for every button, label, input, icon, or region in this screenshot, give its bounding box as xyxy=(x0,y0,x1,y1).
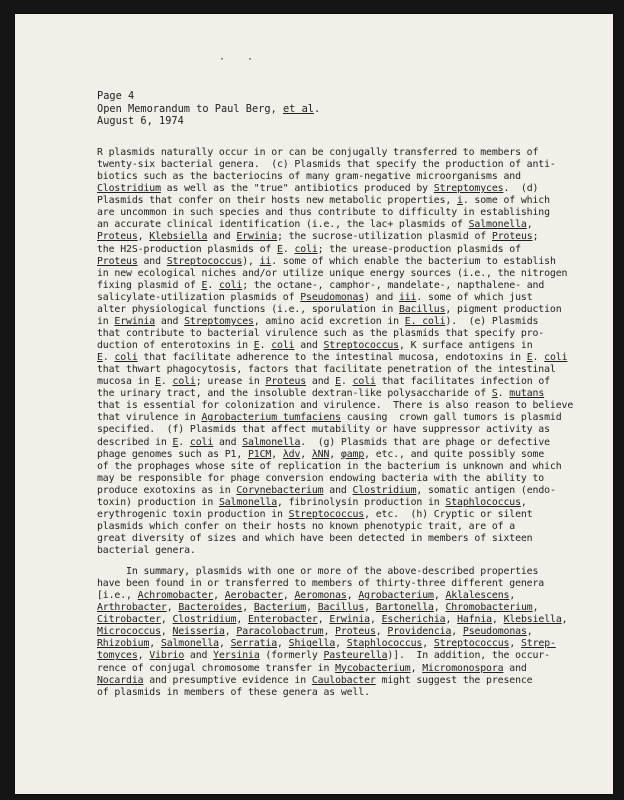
text-run: have been found in or transferred to members of thirty-three different genera xyxy=(97,578,545,590)
underlined-term: Salmonella xyxy=(218,496,278,508)
text-run: that is essential for colonization and virulence. There is also reason to believe xyxy=(97,400,574,412)
underlined-term: Aerobacter xyxy=(224,590,283,602)
underlined-term: ii xyxy=(259,255,272,267)
underlined-term: Nocardia xyxy=(97,674,144,686)
text-line xyxy=(97,183,573,195)
text-run: bacterial genera. xyxy=(97,545,196,557)
underlined-term: tomyces xyxy=(97,650,138,662)
underlined-term: Staphlococcus xyxy=(445,496,521,508)
text-line xyxy=(97,195,573,207)
text-run: of the prophages whose site of replication in the bacterium is unknown and which xyxy=(97,460,562,472)
text-line xyxy=(97,473,573,485)
text-run: , xyxy=(224,626,237,638)
text-line xyxy=(97,626,567,638)
text-line xyxy=(97,256,573,268)
text-run: and xyxy=(184,650,214,662)
text-run: , xyxy=(433,602,446,614)
text-run: , xyxy=(160,614,173,626)
underlined-term: Streptomyces xyxy=(184,315,254,327)
text-run: , xyxy=(433,590,446,602)
text-run: , xyxy=(451,626,463,638)
text-run: . some of which enable the bacterium to establish xyxy=(271,255,556,267)
memo-title xyxy=(97,103,320,116)
text-run: , xyxy=(561,614,568,626)
underlined-term: Proteus xyxy=(97,255,138,267)
text-run: . xyxy=(160,376,173,388)
text-run: duction of enterotoxins in xyxy=(97,340,254,351)
underlined-term: Paracolobactrum xyxy=(236,626,324,638)
underlined-term: Salmonella xyxy=(468,219,527,231)
text-run: as well as the "true" antibiotics produced by xyxy=(160,183,434,195)
underlined-term: Bacillus xyxy=(317,602,365,614)
text-run: , xyxy=(137,231,150,243)
text-run: that facilitate adherence to the intestinal mucosa, endotoxins in xyxy=(137,352,527,364)
text-run: , xyxy=(236,614,248,626)
text-line xyxy=(97,687,567,699)
text-run: of plasmids in members of these genera as well. xyxy=(97,686,370,698)
underlined-term: Erwinia xyxy=(329,614,370,626)
underlined-term: Streptococcus xyxy=(288,508,365,520)
text-run: ; urease in xyxy=(195,376,266,388)
underlined-term: Agrobacterium tumfaciens xyxy=(201,412,341,424)
underlined-term: iii xyxy=(398,291,417,303)
text-run: , xyxy=(329,448,341,460)
text-run: described in xyxy=(97,436,173,448)
text-run: , xyxy=(526,626,533,638)
underlined-term: Strep- xyxy=(520,638,556,650)
underlined-term: Aeromonas xyxy=(294,590,347,602)
text-run: and presumptive evidence in xyxy=(143,674,312,686)
underlined-term: coli xyxy=(271,340,295,351)
text-run: , xyxy=(445,614,458,626)
text-run: . (d) xyxy=(503,183,539,195)
underlined-term: Salmonella xyxy=(242,436,301,448)
text-run: , xyxy=(410,662,423,674)
text-run: In summary, plasmids with one or more of the above-described properties xyxy=(97,566,539,577)
underlined-term: Klebsiella xyxy=(149,231,208,243)
text-line xyxy=(97,663,567,675)
underlined-term: E xyxy=(526,352,533,364)
text-line xyxy=(97,545,573,557)
underlined-term: Enterobacter xyxy=(248,614,318,626)
text-run: ; the octane-, camphor-, mandelate-, napthalene- and xyxy=(242,279,545,291)
text-run: toxin) production in xyxy=(97,496,219,508)
text-run: , xyxy=(271,448,283,460)
underlined-term: S xyxy=(491,388,498,400)
underlined-term: coli xyxy=(294,243,318,255)
text-line xyxy=(97,614,567,626)
text-line xyxy=(97,590,567,602)
underlined-term: Pseudomonas xyxy=(300,291,365,303)
underlined-term: coli xyxy=(114,352,138,364)
text-run: , xyxy=(364,602,376,614)
text-run: that thwart phagocytosis, factors that facilitate penetration of the intestinal xyxy=(97,364,556,376)
underlined-term: Erwinia xyxy=(114,315,156,327)
paragraph-summary xyxy=(97,566,567,699)
text-run: and xyxy=(503,662,527,674)
text-line xyxy=(97,244,573,256)
underlined-term: i xyxy=(457,195,463,207)
text-run: ). (e) Plasmids xyxy=(445,315,539,327)
text-run: , xyxy=(346,590,359,602)
underlined-term: Vibrio xyxy=(149,650,185,662)
text-line xyxy=(97,376,573,388)
underlined-term: coli xyxy=(544,352,568,364)
underlined-term: Streptococcus xyxy=(433,638,510,650)
text-run: . some of which xyxy=(462,195,550,207)
text-run: , xyxy=(369,614,382,626)
underlined-term: Neisseria xyxy=(172,626,225,638)
underlined-term: Bacterium xyxy=(253,602,307,614)
text-run: , xyxy=(520,496,527,508)
underlined-term: E xyxy=(277,243,283,255)
text-run: . xyxy=(259,340,272,351)
underlined-term: Hafnia xyxy=(457,614,492,626)
text-run: . (g) Plasmids that are phage or defective xyxy=(300,436,550,448)
text-run: and xyxy=(294,340,324,351)
text-run: and xyxy=(213,436,243,448)
text-line xyxy=(97,316,573,328)
text-line xyxy=(97,485,573,497)
underlined-term: P1CM xyxy=(247,448,272,460)
underlined-term: mutans xyxy=(509,388,545,400)
text-line xyxy=(97,280,573,292)
text-run: , xyxy=(422,638,434,650)
underlined-term: E xyxy=(335,376,341,388)
underlined-term: Bacteroides xyxy=(178,602,243,614)
underlined-term: Clostridium xyxy=(97,183,161,195)
text-run: in new ecological niches and/or utilize unique energy sources (i.e., the nitrogen xyxy=(97,267,568,279)
underlined-term: Bartonella xyxy=(375,602,434,614)
text-line xyxy=(97,566,567,578)
underlined-term: Aklalescens xyxy=(445,590,510,602)
text-run: mucosa in xyxy=(97,376,156,388)
text-run: twenty-six bacterial genera. (c) Plasmids that specify the production of anti- xyxy=(97,159,556,171)
text-run: , xyxy=(335,638,347,650)
text-run: an accurate clinical identification (i.e., the lac+ plasmids of xyxy=(97,219,469,231)
text-run: , xyxy=(306,602,318,614)
text-run: and xyxy=(137,255,167,267)
text-line xyxy=(97,292,573,304)
text-line xyxy=(97,412,573,424)
underlined-term: Staphlococcus xyxy=(346,638,423,650)
memo-header xyxy=(97,90,320,128)
underlined-term: Chromobacterium xyxy=(445,602,533,614)
text-line xyxy=(97,304,573,316)
text-run: . xyxy=(178,436,190,448)
page-number: Page 4 xyxy=(97,90,135,102)
underlined-term: Streptococcus xyxy=(323,340,399,351)
text-run: salicylate-utilization plasmids of xyxy=(97,291,301,303)
text-run: , xyxy=(137,650,150,662)
text-line xyxy=(97,171,573,183)
text-line xyxy=(97,497,573,509)
text-line xyxy=(97,509,573,521)
text-run: (formerly xyxy=(259,650,324,662)
underlined-term: Agrobacterium xyxy=(358,590,434,602)
text-line xyxy=(97,449,573,461)
text-line xyxy=(97,159,573,171)
text-run: ; the sucrose-utilization plasmid of xyxy=(277,231,492,243)
underlined-term: λdv xyxy=(282,448,301,460)
text-run: . xyxy=(282,243,295,255)
text-run: and xyxy=(306,376,336,388)
underlined-term: Citrobacter xyxy=(97,614,161,626)
text-run: . xyxy=(340,376,353,388)
text-run: the H2S-production plasmids of xyxy=(97,243,277,255)
text-run: alter physiological functions (i.e., sporulation in xyxy=(97,303,399,315)
underlined-term: Clostridium xyxy=(172,614,237,626)
text-run: , etc. (h) Cryptic or silent xyxy=(364,508,533,520)
underlined-term: Achromobacter xyxy=(137,590,214,602)
text-line xyxy=(97,388,573,400)
text-line xyxy=(97,521,573,533)
underlined-term: Arthrobacter xyxy=(97,602,167,614)
text-line xyxy=(97,424,573,436)
text-run: , xyxy=(491,614,504,626)
text-run: , xyxy=(526,219,533,231)
text-line xyxy=(97,533,573,545)
text-line xyxy=(97,340,573,352)
text-run: great diversity of sizes and which have been detected in members of sixteen xyxy=(97,533,533,544)
underlined-term: Erwinia xyxy=(236,231,278,243)
memo-title-prefix: Open Memorandum to Paul Berg, xyxy=(97,102,283,115)
text-line xyxy=(97,650,567,662)
text-run: might suggest the presence xyxy=(375,674,533,686)
text-run: , etc., and quite possibly some xyxy=(364,448,545,460)
underlined-term: Proteus xyxy=(265,376,307,388)
underlined-term: Micrococcus xyxy=(97,626,161,638)
text-line xyxy=(97,578,567,590)
text-line xyxy=(97,364,573,376)
text-run: that facilitates infection of xyxy=(375,376,551,388)
underlined-term: Providencia xyxy=(387,626,452,638)
underlined-term: Corynebacterium xyxy=(236,484,324,496)
underlined-term: E xyxy=(172,436,179,448)
text-run: , amino acid excretion in xyxy=(253,315,405,327)
text-run: )]. In addition, the occur- xyxy=(387,650,550,662)
text-run: , xyxy=(160,626,173,638)
text-run: , xyxy=(213,590,225,602)
text-run: , xyxy=(317,614,330,626)
text-run: and xyxy=(207,231,237,243)
underlined-term: Shigella xyxy=(288,638,336,650)
text-line xyxy=(97,219,573,231)
text-run: biotics such as the bacteriocins of many gram-negative microorganisms and xyxy=(97,171,521,183)
text-run: , xyxy=(375,626,388,638)
text-run: specified. (f) Plasmids that affect mutability or have suppressor activity as xyxy=(97,424,550,436)
underlined-term: Mycobacterium xyxy=(335,662,411,674)
text-run: . xyxy=(207,279,219,291)
underlined-term: Pasteurella xyxy=(323,650,388,662)
text-run: . xyxy=(532,352,545,364)
text-line xyxy=(97,231,573,243)
underlined-term: Escherichia xyxy=(381,614,446,626)
text-line xyxy=(97,638,567,650)
text-run: , xyxy=(277,638,289,650)
text-line xyxy=(97,268,573,280)
text-run: . xyxy=(497,388,510,400)
text-run: . xyxy=(102,352,115,364)
text-run: causing crown gall tumors is plasmid xyxy=(340,412,562,424)
text-run: , fibrinolysin production in xyxy=(277,496,446,508)
document-page xyxy=(15,14,613,794)
text-run: , xyxy=(149,638,161,650)
text-run: fixing plasmid of xyxy=(97,279,202,291)
text-run: , xyxy=(532,602,539,614)
underlined-term: E xyxy=(253,340,260,351)
text-run: phage genomes such as P1, xyxy=(97,448,248,460)
text-run: erythrogenic toxin production in xyxy=(97,508,289,520)
text-run: [i.e., xyxy=(97,590,138,602)
text-run: may be responsible for phage conversion endowing bacteria with the ability to xyxy=(97,472,545,484)
text-run: are uncommon in such species and thus contribute to difficulty in establishing xyxy=(97,207,550,219)
text-run: , K surface antigens in xyxy=(398,340,533,351)
text-run: and xyxy=(155,315,185,327)
text-run: . some of which just xyxy=(416,291,533,303)
underlined-term: E. coli xyxy=(404,315,446,327)
text-run: rence of conjugal chromosome transfer in xyxy=(97,662,336,674)
underlined-term: Yersinia xyxy=(213,650,260,662)
page-specks: ·· xyxy=(219,54,276,65)
text-line xyxy=(97,147,573,159)
underlined-term: coli xyxy=(352,376,376,388)
underlined-term: Proteus xyxy=(335,626,376,638)
underlined-term: Proteus xyxy=(491,231,533,243)
text-run: that contribute to bacterial virulence such as the plasmids that specify pro- xyxy=(97,327,545,339)
text-run: ; xyxy=(532,231,539,243)
underlined-term: coli xyxy=(218,279,243,291)
underlined-term: Micromonospora xyxy=(422,662,504,674)
text-line xyxy=(97,675,567,687)
text-run: produce exotoxins as in xyxy=(97,484,237,496)
text-run: ) and xyxy=(364,291,399,303)
text-line xyxy=(97,352,573,364)
text-line xyxy=(97,400,573,412)
text-run: Plasmids that confer on their hosts new metabolic properties, xyxy=(97,195,457,207)
text-run: , xyxy=(509,590,516,602)
underlined-term: E xyxy=(97,352,103,364)
text-run: , xyxy=(166,602,179,614)
text-run: R plasmids naturally occur in or can be conjugally transferred to members of xyxy=(97,147,539,158)
text-run: , xyxy=(218,638,231,650)
underlined-term: Klebsiella xyxy=(503,614,562,626)
text-line xyxy=(97,461,573,473)
text-run: , xyxy=(300,448,312,460)
text-run: , pigment production xyxy=(445,303,562,315)
underlined-term: Clostridium xyxy=(352,484,417,496)
underlined-term: Streptomyces xyxy=(433,183,504,195)
underlined-term: λNN xyxy=(311,448,330,460)
text-run: that virulence in xyxy=(97,412,202,424)
paragraph-plasmid-properties xyxy=(97,147,573,557)
underlined-term: φamp xyxy=(340,448,365,460)
text-line xyxy=(97,207,573,219)
text-run: , xyxy=(282,590,295,602)
underlined-term: E xyxy=(155,376,161,388)
text-run: ), xyxy=(242,255,260,267)
memo-title-suffix: . xyxy=(313,102,321,115)
underlined-term: Streptococcus xyxy=(166,255,243,267)
text-run: in xyxy=(97,315,115,327)
underlined-term: Serratia xyxy=(230,638,278,650)
underlined-term: Bacillus xyxy=(398,303,446,315)
underlined-term: Proteus xyxy=(97,231,138,243)
underlined-term: E xyxy=(201,279,208,291)
text-run: , xyxy=(509,638,521,650)
underlined-term: Rhizobium xyxy=(97,638,150,650)
text-run: , somatic antigen (endo- xyxy=(416,484,556,496)
underlined-term: coli xyxy=(172,376,196,388)
memo-date: August 6, 1974 xyxy=(97,115,184,128)
underlined-term: Salmonella xyxy=(160,638,219,650)
text-run: the urinary tract, and the insoluble dextran-like polysaccharide of xyxy=(97,388,492,400)
underlined-term: Pseudomonas xyxy=(462,626,527,638)
text-run: , xyxy=(242,602,254,614)
underlined-term: coli xyxy=(189,436,214,448)
underlined-term: Caulobacter xyxy=(311,674,376,686)
text-line xyxy=(97,602,567,614)
text-run: , xyxy=(323,626,336,638)
text-line xyxy=(97,437,573,449)
text-run: and xyxy=(323,484,353,496)
text-run: plasmids which confer on their hosts no known phenotypic trait, are of a xyxy=(97,520,516,532)
memo-title-etal: et al xyxy=(282,102,314,115)
text-run: ; the urease-production plasmids of xyxy=(317,243,521,255)
text-line xyxy=(97,328,573,340)
